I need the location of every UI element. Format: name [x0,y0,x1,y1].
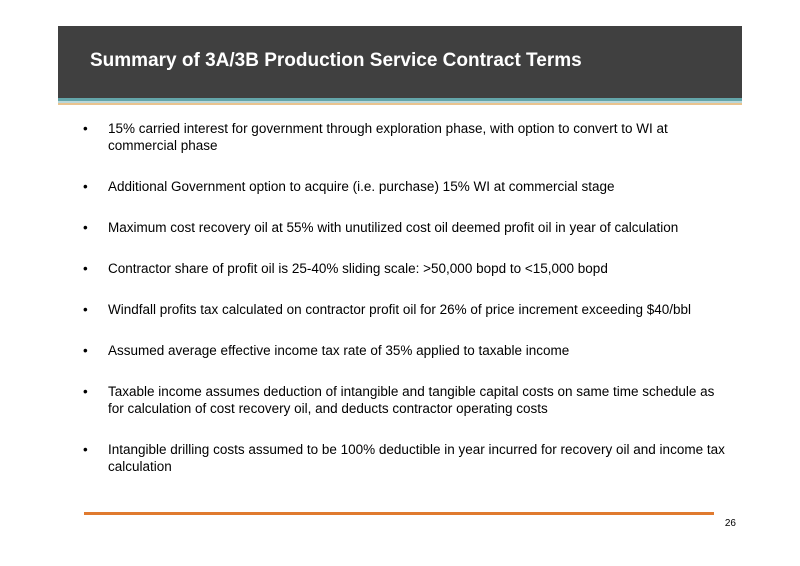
bullet-dot: • [83,302,88,317]
bullet-item [78,219,728,236]
bullet-item [78,178,728,195]
bullet-item [78,441,728,475]
bullet-dot: • [83,442,88,457]
bullet-item [78,342,728,359]
bullet-text: Contractor share of profit oil is 25-40% sliding scale: >50,000 bopd to <15,000 bopd [108,261,608,276]
bullet-text: 15% carried interest for government through exploration phase, with option to convert to WI at commercial phase [108,121,668,153]
bullet-dot: • [83,261,88,276]
page-number: 26 [724,518,736,529]
bullet-text: Windfall profits tax calculated on contractor profit oil for 26% of price increment exceeding $40/bbl [108,302,692,317]
bullet-list [78,120,728,499]
bullet-text: Maximum cost recovery oil at 55% with unutilized cost oil deemed profit oil in year of calculation [108,220,679,235]
title-underline-tan [58,103,742,105]
bullet-dot: • [83,384,88,399]
bullet-item [78,383,728,417]
bullet-dot: • [83,343,88,358]
bullet-dot: • [83,179,88,194]
bullet-dot: • [83,220,88,235]
bullet-text: Additional Government option to acquire (i.e. purchase) 15% WI at commercial stage [108,179,615,194]
bullet-text: Taxable income assumes deduction of intangible and tangible capital costs on same time schedule as for calculation of cost recovery oil, and deducts contractor operating costs [108,384,715,416]
bullet-text: Intangible drilling costs assumed to be 100% deductible in year incurred for recovery oil and income tax calculation [108,442,725,474]
bullet-dot: • [83,121,88,136]
slide-title: Summary of 3A/3B Production Service Contract Terms [90,50,582,71]
bullet-item [78,120,728,154]
title-bar [58,26,742,98]
bullet-text: Assumed average effective income tax rate of 35% applied to taxable income [108,343,570,358]
bullet-item [78,301,728,318]
bullet-item [78,260,728,277]
footer-rule [84,512,714,515]
